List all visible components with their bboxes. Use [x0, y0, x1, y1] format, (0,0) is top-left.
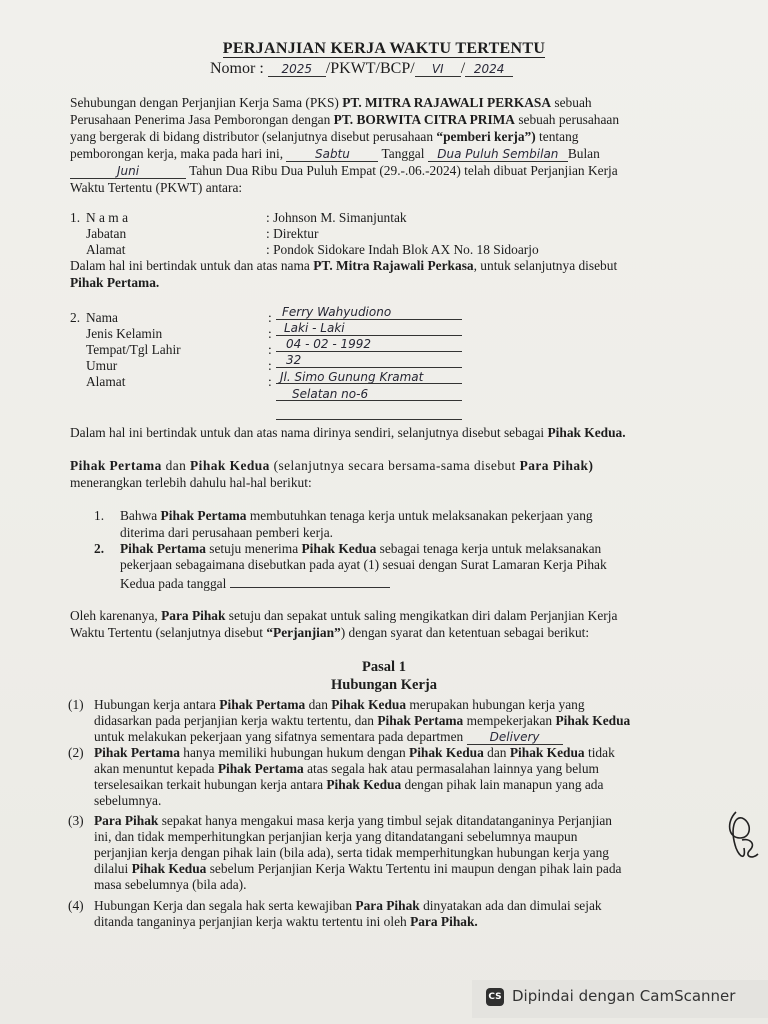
party2-alamat-handwritten-2: Selatan no-6 — [292, 387, 369, 401]
nomor-year2-handwritten: 2024 — [465, 62, 513, 77]
party2-ttl-handwritten: 04 - 02 - 1992 — [286, 337, 371, 351]
party2-jk-handwritten: Laki - Laki — [284, 321, 345, 335]
item-3-line-4: dilalui Pihak Kedua sebelum Perjanjian Kerja Waktu Tertentu ini maupun dengan pihak lain pada — [94, 861, 622, 876]
initials-signature — [722, 808, 762, 870]
item-3-line-3: perjanjian kerja dengan pihak lain (bila ada), serta tidak memperhitungkan hubungan kerja yang — [94, 845, 609, 860]
item-3-line-2: ini, dan tidak memperhitungkan perjanjian kerja yang ditandatangani sebelumnya maupun — [94, 829, 578, 844]
item-4-line-1: Hubungan Kerja dan segala hak serta kewajiban Para Pihak dinyatakan ada dan dimulai sejak — [94, 898, 602, 913]
nomor-roman-handwritten: VI — [415, 62, 461, 77]
para-pihak-line-2: menerangkan terlebih dahulu hal-hal berikut: — [70, 475, 312, 490]
party2-colon-1: : — [268, 310, 272, 325]
party2-colon-4: : — [268, 358, 272, 373]
point-2-number: 2. — [94, 541, 105, 556]
item-2-number: (2) — [68, 745, 84, 760]
pasal-subtitle: Hubungan Kerja — [331, 677, 437, 693]
item-2-line-4: sebelumnya. — [94, 793, 162, 808]
item-4-line-2: ditanda tanganinya perjanjian kerja waktu tertentu ini oleh Para Pihak. — [94, 914, 478, 929]
document-title: PERJANJIAN KERJA WAKTU TERTENTU — [222, 40, 546, 57]
party1-nama-value: : Johnson M. Simanjuntak — [266, 210, 407, 225]
party2-description: Dalam hal ini bertindak untuk dan atas nama dirinya sendiri, selanjutnya disebut sebagai Pihak Kedua. — [70, 425, 626, 440]
intro-line-6: Waktu Tertentu (PKWT) antara: — [70, 180, 243, 195]
bulan-handwritten: Juni — [70, 164, 186, 179]
item-1-line-3: untuk melakukan pekerjaan yang sifatnya sementara pada departmen Delivery — [94, 729, 563, 745]
item-1-number: (1) — [68, 697, 84, 712]
party2-umur-label: Umur — [86, 358, 118, 373]
party1-jabatan-label: Jabatan — [86, 226, 127, 241]
tanggal-lamaran-blank — [230, 573, 390, 588]
party2-jk-label: Jenis Kelamin — [86, 326, 163, 341]
party2-alamat-label: Alamat — [86, 374, 126, 389]
intro-line-3: yang bergerak di bidang distributor (selanjutnya disebut perusahaan “pemberi kerja”) tentang — [70, 129, 579, 144]
party2-alamat-handwritten-1: Jl. Simo Gunung Kramat — [280, 370, 424, 384]
departmen-handwritten: Delivery — [467, 730, 563, 745]
item-3-number: (3) — [68, 813, 84, 828]
party1-alamat-value: : Pondok Sidokare Indah Blok AX No. 18 Sidoarjo — [266, 242, 539, 257]
party2-nama-label: Nama — [86, 310, 118, 325]
item-2-line-2: akan menuntut kepada Pihak Pertama atas segala hak atau permasalahan lainnya yang belum — [94, 761, 599, 776]
party1-alias: Pihak Pertama. — [70, 275, 160, 290]
party1-nama-label: N a m a — [86, 210, 129, 225]
intro-line-5: Juni Tahun Dua Ribu Dua Puluh Empat (29.-.06.-2024) telah dibuat Perjanjian Kerja — [70, 163, 618, 179]
pasal-title: Pasal 1 — [362, 659, 406, 675]
item-3-line-5: masa sebelumnya (bila ada). — [94, 877, 247, 892]
intro-line-4: pemborongan kerja, maka pada hari ini, Sabtu Tanggal Dua Puluh Sembilan Bulan — [70, 146, 600, 161]
item-3-line-1: Para Pihak sepakat hanya mengakui masa kerja yang timbul sejak ditandatanganinya Perjanjian — [94, 813, 612, 828]
camscanner-logo-icon: CS — [486, 988, 504, 1006]
party2-ttl-label: Tempat/Tgl Lahir — [86, 342, 181, 357]
nomor-year-handwritten: 2025 — [268, 62, 326, 77]
point-2-line-1: Pihak Pertama setuju menerima Pihak Kedua sebagai tenaga kerja untuk melaksanakan — [120, 541, 602, 556]
party2-umur-line — [276, 353, 462, 368]
para-pihak-line-1: Pihak Pertama dan Pihak Kedua (selanjutnya secara bersama-sama disebut Para Pihak) — [70, 458, 594, 473]
item-4-number: (4) — [68, 898, 84, 913]
document-number: Nomor : 2025 /PKWT/BCP/ VI / 2024 — [210, 60, 513, 78]
point-2-line-3: Kedua pada tanggal — [120, 573, 390, 592]
party1-description: Dalam hal ini bertindak untuk dan atas nama PT. Mitra Rajawali Perkasa, untuk selanjutnya disebut — [70, 258, 618, 273]
party2-colon-2: : — [268, 326, 272, 341]
item-1-line-2: didasarkan pada perjanjian kerja waktu tertentu, dan Pihak Pertama mempekerjakan Pihak Kedua — [94, 713, 631, 728]
point-1-line-1: Bahwa Pihak Pertama membutuhkan tenaga kerja untuk melaksanakan pekerjaan yang — [120, 508, 593, 523]
item-2-line-3: terselesaikan terkait hubungan kerja antara Pihak Kedua dengan pihak lain manapun yang ada — [94, 777, 604, 792]
party1-number: 1. — [70, 210, 81, 225]
intro-line-1: Sehubungan dengan Perjanjian Kerja Sama (PKS) PT. MITRA RAJAWALI PERKASA sebuah — [70, 95, 592, 110]
point-1-number: 1. — [94, 508, 105, 523]
item-1-line-1: Hubungan kerja antara Pihak Pertama dan Pihak Kedua merupakan hubungan kerja yang — [94, 697, 585, 712]
party2-alamat-line-3 — [276, 405, 462, 420]
party1-jabatan-value: : Direktur — [266, 226, 319, 241]
oleh-karenanya-line-2: Waktu Tertentu (selanjutnya disebut “Perjanjian”) dengan syarat dan ketentuan sebagai berikut: — [70, 625, 590, 640]
party2-nama-handwritten: Ferry Wahyudiono — [282, 305, 392, 319]
party2-colon-5: : — [268, 374, 272, 389]
tanggal-handwritten: Dua Puluh Sembilan — [428, 147, 568, 162]
intro-line-2: Perusahaan Penerima Jasa Pemborongan dengan PT. BORWITA CITRA PRIMA sebuah perusahaan — [70, 112, 620, 127]
camscanner-text: Dipindai dengan CamScanner — [512, 987, 736, 1005]
party2-umur-handwritten: 32 — [286, 353, 302, 367]
party2-colon-3: : — [268, 342, 272, 357]
item-2-line-1: Pihak Pertama hanya memiliki hubungan hukum dengan Pihak Kedua dan Pihak Kedua tidak — [94, 745, 615, 760]
point-2-line-2: pekerjaan sebagaimana disebutkan pada ayat (1) sesuai dengan Surat Lamaran Kerja Pihak — [120, 557, 607, 572]
hari-handwritten: Sabtu — [286, 147, 378, 162]
party1-alamat-label: Alamat — [86, 242, 126, 257]
point-1-line-2: diterima dari perusahaan pemberi kerja. — [120, 525, 334, 540]
party2-number: 2. — [70, 310, 81, 325]
oleh-karenanya-line-1: Oleh karenanya, Para Pihak setuju dan sepakat untuk saling mengikatkan diri dalam Perjanjian Kerja — [70, 608, 618, 623]
